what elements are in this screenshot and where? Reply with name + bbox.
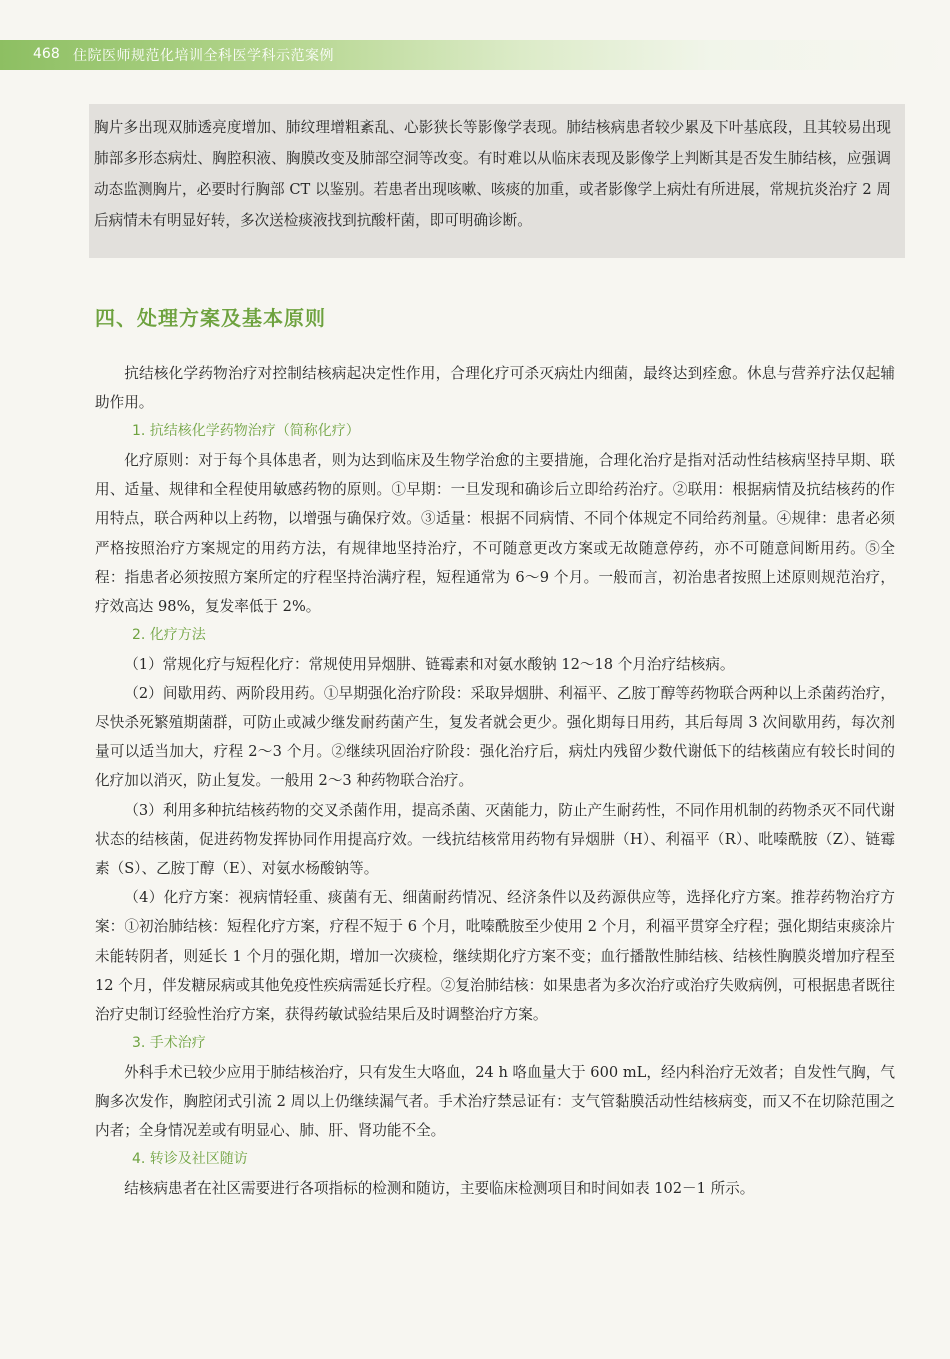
subsection-heading-methods: 2. 化疗方法 — [132, 627, 206, 644]
summary-box — [89, 104, 905, 258]
paragraph-methods-3: （3）利用多种抗结核药物的交叉杀菌作用，提高杀菌、灭菌能力，防止产生耐药性，不同作用机制的药物杀灭不同代谢状态的结核菌，促进药物发挥协同作用提高疗效。一线抗结核常用药物有异烟肼（H）、利福平（R）、吡嗪酰胺（Z）、链霉素（S）、乙胺丁醇（E）、对氨水杨酸钠等。 — [95, 801, 895, 878]
page-header — [0, 40, 950, 70]
paragraph-methods-1: （1）常规化疗与短程化疗：常规使用异烟肼、链霉素和对氨水酸钠 12～18 个月治疗结核病。 — [124, 655, 735, 673]
subsection-heading-chemotherapy: 1. 抗结核化学药物治疗（简称化疗） — [132, 423, 360, 440]
intro-paragraph: 抗结核化学药物治疗对控制结核病起决定性作用，合理化疗可杀灭病灶内细菌，最终达到痊愈。休息与营养疗法仅起辅助作用。 — [95, 365, 895, 412]
summary-paragraph: 胸片多出现双肺透亮度增加、肺纹理增粗紊乱、心影狭长等影像学表现。肺结核病患者较少累及下叶基底段，且其较易出现肺部多形态病灶、胸腔积液、胸膜改变及肺部空洞等改变。有时难以从临床表现及影像学上判断其是否发生肺结核，应强调动态监测胸片，必要时行胸部 CT 以鉴别。若患者出现咳嗽、咳痰的加重，或者影像学上病灶有所进展，常规抗炎治疗 2 周后病情未有明显好转，多次送检痰液找到抗酸杆菌，即可明确诊断。 — [94, 119, 891, 229]
page-number: 468 — [33, 46, 60, 62]
section-title: 四、处理方案及基本原则 — [95, 306, 326, 330]
section-content — [95, 359, 895, 1203]
subsection-heading-surgery: 3. 手术治疗 — [132, 1035, 206, 1052]
paragraph-referral: 结核病患者在社区需要进行各项指标的检测和随访，主要临床检测项目和时间如表 102－1 所示。 — [124, 1179, 755, 1197]
subsection-heading-referral: 4. 转诊及社区随访 — [132, 1151, 248, 1168]
paragraph-surgery: 外科手术已较少应用于肺结核治疗，只有发生大咯血，24 h 咯血量大于 600 mL，经内科治疗无效者；自发性气胸，气胸多次发作，胸腔闭式引流 2 周以上仍继续漏气者。手术治疗禁忌证有：支气管黏膜活动性结核病变，而又不在切除范围之内者；全身情况差或有明显心、肺、肝、肾功能不全。 — [95, 1063, 895, 1140]
paragraph-methods-2: （2）间歇用药、两阶段用药。①早期强化治疗阶段：采取异烟肼、利福平、乙胺丁醇等药物联合两种以上杀菌药治疗，尽快杀死繁殖期菌群，可防止或减少继发耐药菌产生，复发者就会更少。强化期每日用药，其后每周 3 次间歇用药，每次剂量可以适当加大，疗程 2～3 个月。②继续巩固治疗阶段：强化治疗后，病灶内残留少数代谢低下的结核菌应有较长时间的化疗加以消灭，防止复发。一般用 2～3 种药物联合治疗。 — [95, 684, 895, 790]
book-title: 住院医师规范化培训全科医学科示范案例 — [73, 48, 334, 64]
paragraph-chemo-principles: 化疗原则：对于每个具体患者，则为达到临床及生物学治愈的主要措施，合理化治疗是指对活动性结核病坚持早期、联用、适量、规律和全程使用敏感药物的原则。①早期：一旦发现和确诊后立即给药治疗。②联用：根据病情及抗结核药的作用特点，联合两种以上药物，以增强与确保疗效。③适量：根据不同病情、不同个体规定不同给药剂量。④规律：患者必须严格按照治疗方案规定的用药方法，有规律地坚持治疗，不可随意更改方案或无故随意停药，亦不可随意间断用药。⑤全程：指患者必须按照方案所定的疗程坚持治满疗程，短程通常为 6～9 个月。一般而言，初治患者按照上述原则规范治疗，疗效高达 98%，复发率低于 2%。 — [95, 451, 895, 615]
paragraph-methods-4: （4）化疗方案：视病情轻重、痰菌有无、细菌耐药情况、经济条件以及药源供应等，选择化疗方案。推荐药物治疗方案：①初治肺结核：短程化疗方案，疗程不短于 6 个月，吡嗪酰胺至少使用 2 个月，利福平贯穿全疗程；强化期结束痰涂片未能转阴者，则延长 1 个月的强化期，增加一次痰检，继续期化疗方案不变；血行播散性肺结核、结核性胸膜炎增加疗程至 12 个月，伴发糖尿病或其他免疫性疾病需延长疗程。②复治肺结核：如果患者为多次治疗或治疗失败病例，可根据患者既往治疗史制订经验性治疗方案，获得药敏试验结果后及时调整治疗方案。 — [95, 889, 895, 1024]
